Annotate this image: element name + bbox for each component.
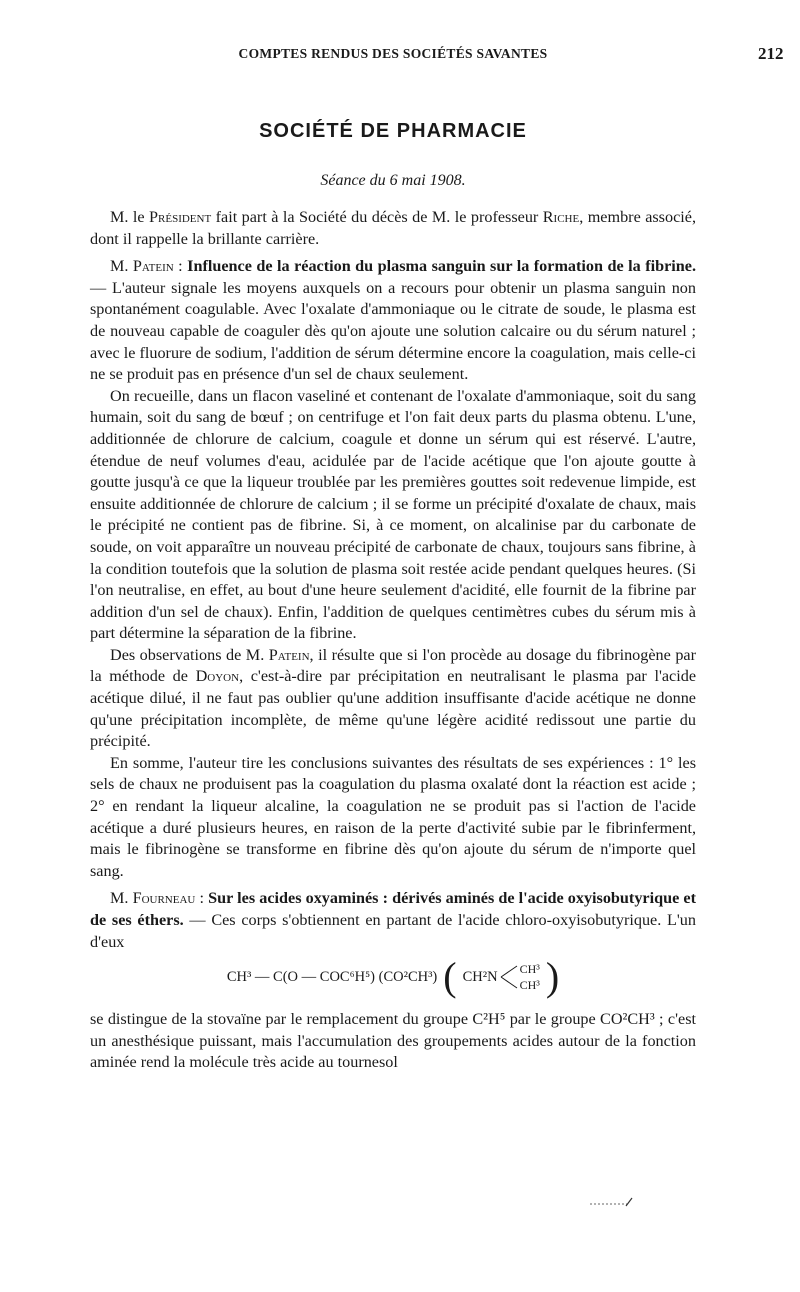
text-run: , il résulte que si l'on procède au dosage du fibrinogène par la méthode de (90, 645, 696, 686)
text-run: , c'est-à-dire par précipitation en neutralisant le plasma par l'acide acétique dilué, il ne faut pas oublier qu'une addition insuffisante d'acide acétique ne donne qu'une précipitation incomplète, de même qu'une légère acidité redissout une partie du précipité. (90, 667, 697, 751)
methyl-top: CH³ (519, 962, 540, 977)
section-title: SOCIÉTÉ DE PHARMACIE (259, 120, 527, 142)
close-paren: ) (545, 954, 560, 1000)
formula-main: CH³ — C(O — COC⁶H⁵) (CO²CH³) (226, 969, 438, 986)
footer-mark (588, 1196, 636, 1208)
name-riche: Riche (542, 208, 580, 226)
text-run: M. (110, 889, 133, 908)
text-run: : (195, 889, 209, 908)
name-fourneau: Fourneau (132, 889, 196, 908)
name-doyon: Doyon (195, 667, 240, 686)
paragraph-president (90, 207, 696, 250)
communication-title: Influence de la réaction du plasma sanguin sur la formation de la fibrine. (187, 257, 696, 276)
text-run: fait part à la Société du décès de M. le professeur (211, 208, 543, 226)
text-run: Des observations de M. (110, 645, 269, 664)
text-run: , membre associé, dont il rappelle la brillante carrière. (90, 208, 696, 248)
session-date: Séance du 6 mai 1908. (320, 172, 466, 189)
paragraph-conclusions: En somme, l'auteur tire les conclusions suivantes des résultats de ses expériences : 1° les sels de chaux ne produisent pas la coagulation du plasma oxalaté dont la réaction est acide ; 2° en rendant la liqueur alcaline, la coagulation ne se produit pas si l'action de l'acide acétique a duré plusieurs heures, en raison de la perte d'activité subie par le fibrinferment, mais le fibrinogène se transforme en fibrine dès qu'on ajoute du sérum de n'importe quel sang. (90, 753, 696, 880)
body-text (90, 207, 696, 1074)
name-patein: Patein (268, 645, 310, 664)
communication-title: Sur les acides oxyaminés : dérivés aminés de l'acide oxyisobutyrique et de ses éthers. (90, 889, 696, 929)
paragraph-stovaine: se distingue de la stovaïne par le remplacement du groupe C²H⁵ par le groupe CO²CH³ ; c'est un anesthésique puissant, mais l'accumulation des groupements acides autour de la fonction aminée rend la molécule très acide au tournesol (90, 1010, 696, 1072)
text-run: M. (110, 257, 133, 276)
name-patein: Patein (132, 257, 174, 276)
paragraph-patein (90, 256, 696, 386)
name-president: Président (149, 208, 212, 226)
chemical-formula (90, 954, 696, 1000)
text-run: — L'auteur signale les moyens auxquels on a recours pour obtenir un plasma sanguin non spontanément coagulable. Avec l'oxalate d'ammoniaque ou le citrate de soude, le plasma est de nouveau capable de coaguler dès qu'on ajoute une solution calcaire ou du sérum naturel ; avec le fluorure de sodium, l'addition de sérum détermine encore la coagulation, mais celle-ci ne se produit pas en présence d'un sel de chaux seulement. (90, 278, 696, 384)
methyl-bottom: CH³ (519, 978, 540, 993)
amine-group (463, 961, 540, 993)
ink-mark-icon (588, 1196, 636, 1208)
page-number: 212 (758, 44, 784, 63)
methyl-stack (520, 961, 540, 993)
running-head: COMPTES RENDUS DES SOCIÉTÉS SAVANTES (238, 46, 548, 61)
text-run: : (173, 257, 188, 276)
formula-n-prefix: CH²N (462, 969, 498, 986)
paragraph-method: On recueille, dans un flacon vaseliné et contenant de l'oxalate d'ammoniaque, soit du sang humain, soit du sang de bœuf ; on centrifuge et l'on fait deux parts du plasma obtenu. L'une, additionnée de chlorure de calcium, coagule et donne un sérum qui est réservé. L'autre, étendue de neuf volumes d'eau, acidulée par de l'acide acétique que l'on ajoute goutte à goutte jusqu'à ce que la liqueur troublée par les premières gouttes soit redevenue limpide, est ensuite additionnée de chlorure de calcium ; il se forme un précipité d'oxalate de chaux, mais le précipité ne contient pas de fibrine. Si, à ce moment, on alcalinise par du carbonate de soude, on voit apparaître un nouveau précipité de carbonate de chaux, toujours sans fibrine, à la condition toutefois que la solution de plasma soit restée acide pendant quelques heures. (Si l'on neutralise, en effet, au bout d'une heure seulement d'acidité, elle fournit de la fibrine par addition d'un sel de chaux). Enfin, l'addition de quelques centimètres cubes du sérum mis à part détermine la séparation de la fibrine. (90, 386, 696, 643)
open-paren: ( (443, 954, 457, 1000)
text-run: — Ces corps s'obtiennent en partant de l'acide chloro-oxyisobutyrique. L'un d'eux (90, 911, 696, 951)
bond-lines-icon (500, 962, 518, 992)
paragraph-observations (90, 645, 696, 753)
paragraph-fourneau (90, 888, 696, 953)
text-run: M. le (110, 208, 150, 226)
